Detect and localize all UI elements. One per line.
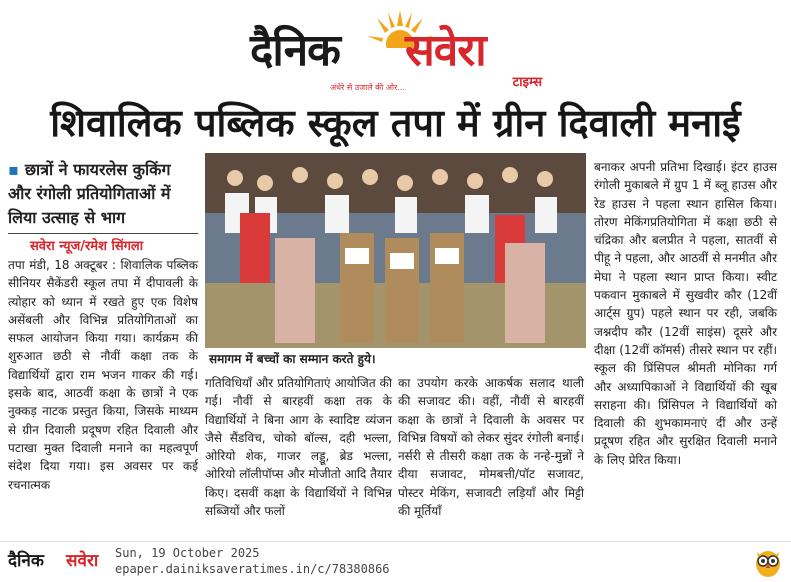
article-column-1 [8, 256, 198, 494]
newspaper-logo[interactable] [250, 10, 550, 92]
photo-caption: समागम में बच्चों का सम्मान करते हुये। [205, 348, 586, 370]
column-4-text: बनाकर अपनी प्रतिभा दिखाई। इंटर हाउस रंगोली मुकाबले में ग्रुप 1 में ब्लू हाउस और रेड हाउस ने पहला स्थान हासिल किया। तोरण मेकिंगप्रतियोगिता में कक्षा छठी से चंद्रिका और बलप्रीत ने पहला, सातवीं से पीहू ने पहला, और आठवीं से मनमीत और मेघा ने पहला स्थान प्राप्त किया। स्वीट पकवान मुकाबले में सुखवीर कौर (12वीं आर्ट्स ग्रुप) पहले स्थान पर रही, जबकि जश्नदीप कौर (12वीं साइंस) दूसरे और दीक्षा (12वीं कॉमर्स) तीसरे स्थान पर रहीं। स्कूल की प्रिंसिपल श्रीमती मोनिका गर्ग और अध्यापिकाओं ने विद्यार्थियों की खूब सराहना की। प्रिंसिपल ने विद्यार्थियों को दिवाली की शुभकामनाएं दीं और उन्हें प्रदूषण रहित और सुरक्षित दिवाली मनाने के लिए प्रेरित किया। [594, 160, 777, 467]
logo-word-dainik: दैनिक [250, 25, 340, 76]
masthead [0, 0, 791, 95]
byline: सवेरा न्यूज/रमेश सिंगला [30, 239, 144, 254]
logo-word-times: टाइम्स [512, 75, 542, 90]
column-3-text: का उपयोग करके आकर्षक सलाद थाली की सजावट की। वहीं, नौवीं से बारहवीं कक्षा के छात्रों ने दिवाली के अवसर पर विभिन्न विषयों को लेकर सुंदर रंगोली बनाई। नर्सरी से तीसरी कक्षा तक के नन्हे-मुन्नों ने दीया सजावट, मोमबत्ती/पॉट सजावट, पोस्टर मेकिंग, सजावटी लड़ियाँ और मिट्टी की मूर्तियाँ [398, 376, 584, 519]
subhead-text: छात्रों ने फायरलेस कुकिंग और रंगोली प्रतियोगिताओं में लिया उत्साह से भाग [8, 160, 171, 227]
article-headline: शिवालिक पब्लिक स्कूल तपा में ग्रीन दिवाली मनाई [50, 101, 741, 145]
footer-logo-savera[interactable]: सवेरा [66, 551, 99, 571]
column-2-text: गतिविधियाँ और प्रतियोगिताएं आयोजित की गई। नौवीं से बारहवीं कक्षा तक के विद्यार्थियों ने बिना आग के स्वादिष्ट व्यंजन जैसे सैंडविच, चोको बॉल्स, दही भल्ला, ओरियो शेक, गाजर लड्डू, ब्रेड भल्ला, ओरियो लॉलीपॉप्स और मोजीतो आदि तैयार किए। दसवीं कक्षा के विद्यार्थियों ने विभिन्न सब्जियों और फलों [205, 376, 392, 519]
photo-illustration [205, 153, 586, 348]
footer [0, 541, 791, 582]
divider [8, 233, 198, 234]
logo-word-savera: सवेरा [405, 25, 486, 76]
article-subhead [8, 158, 198, 230]
epaper-url[interactable]: epaper.dainiksaveratimes.in/c/78380866 [115, 562, 390, 576]
article-photo[interactable] [205, 153, 586, 348]
article-column-3 [398, 374, 584, 520]
logo-tagline: अंधेरे से उजाले की ओर... [330, 83, 406, 92]
bullet-icon: ▪ [8, 160, 19, 179]
footer-logo-dainik[interactable]: दैनिक [8, 551, 44, 571]
article-column-4 [594, 158, 777, 469]
column-1-text: तपा मंडी, 18 अक्टूबर : शिवालिक पब्लिक सीनियर सैकेंडरी स्कूल तपा में दीपावली के त्योहार को ध्यान में रखते हुए एक विशेष असेंबली और विभिन्न प्रतियोगिताओं का सफल आयोजन किया गया। कार्यक्रम की शुरुआत छठी से नौवीं कक्षा तक के विद्यार्थियों द्वारा राम भजन गाकर की गई। इसके बाद, आठवीं कक्षा के छात्रों ने एक नुक्कड़ नाटक प्रस्तुत किया, जिसके माध्यम से ग्रीन दिवाली प्रदूषण रहित दिवाली और पटाखा मुक्त दिवाली मनाने का महत्वपूर्ण संदेश दिया गया। इस अवसर पर कई रचनात्मक [8, 258, 198, 492]
article-column-2 [205, 374, 392, 520]
publish-date: Sun, 19 October 2025 [115, 546, 260, 560]
owl-icon[interactable] [752, 546, 784, 578]
